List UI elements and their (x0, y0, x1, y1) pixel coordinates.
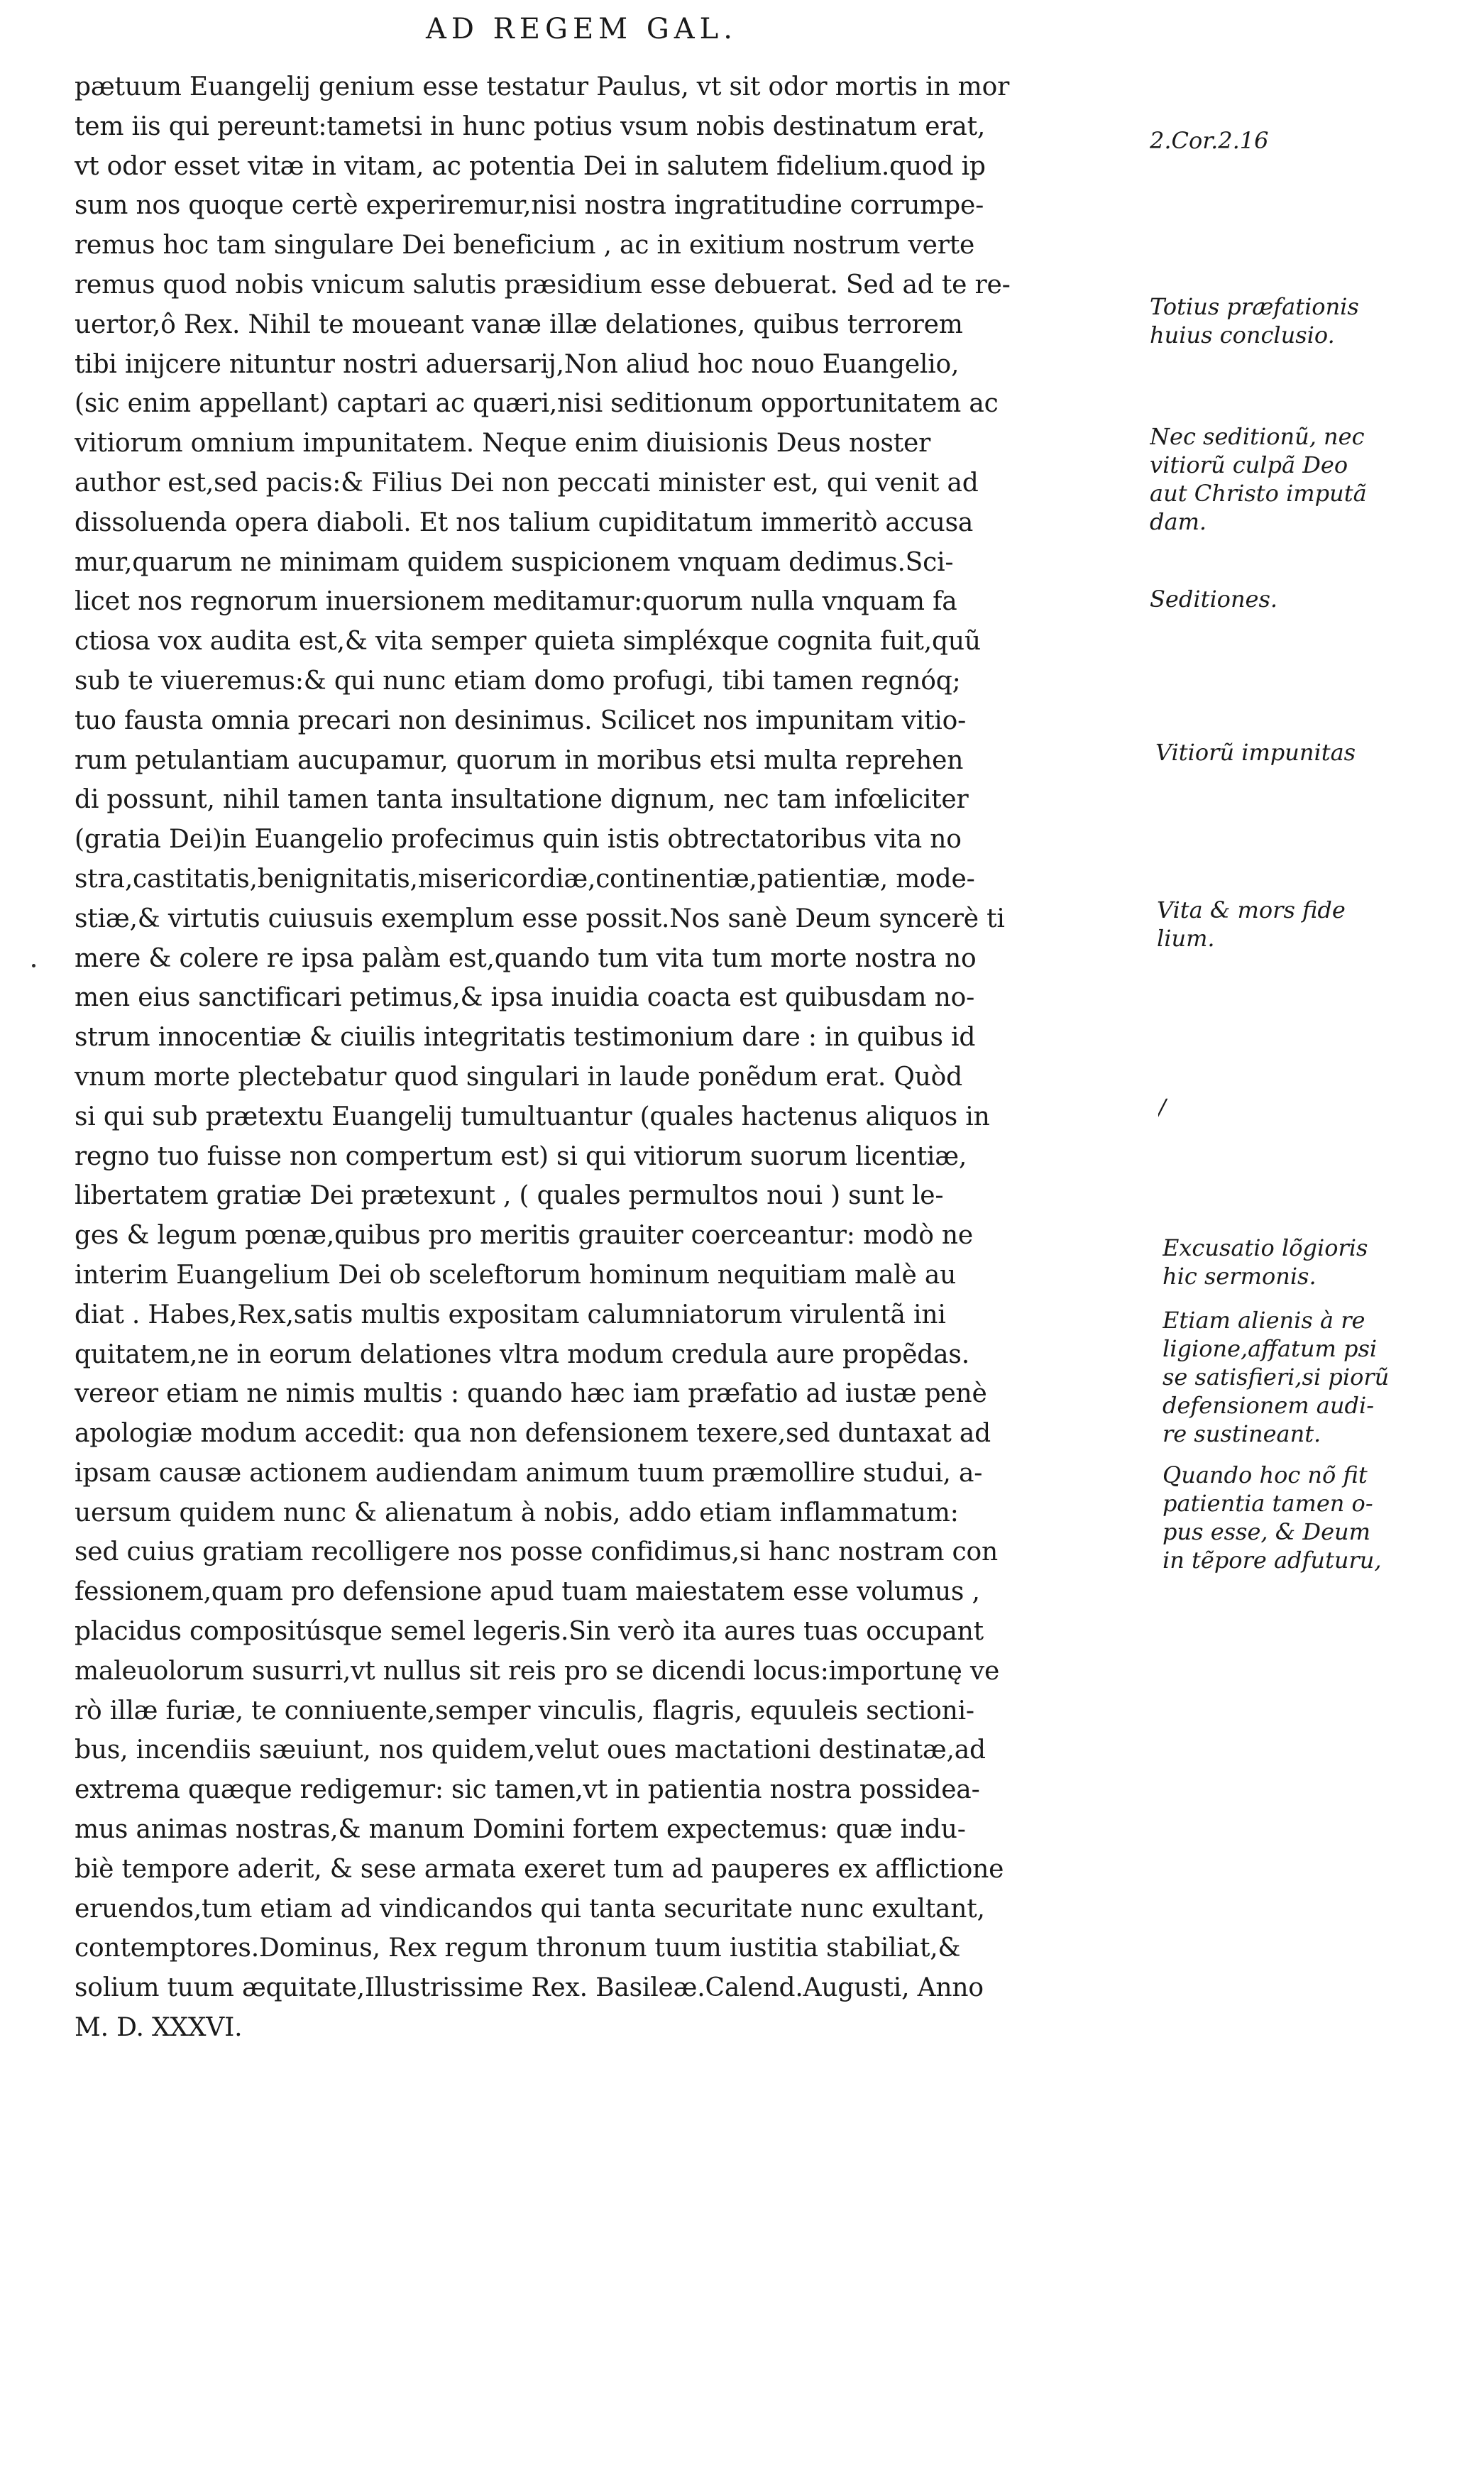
note-line: pus esse, & Deum (1163, 1518, 1370, 1545)
note-line: dam. (1150, 508, 1207, 535)
note-line: Vitiorũ impunitas (1155, 739, 1356, 766)
text-line: remus quod nobis vnicum salutis præsidium esse debuerat. Sed ad te re- (75, 270, 1011, 300)
ink-speck (32, 964, 35, 967)
note-line: vitiorũ culpã Deo (1150, 451, 1348, 478)
text-line: rum petulantiam aucupamur, quorum in moribus etsi multa reprehen (75, 745, 964, 775)
margin-note-seditions (1150, 585, 1476, 613)
text-line: stiæ,& virtutis cuiusuis exemplum esse possit.Nos sanè Deum syncerè ti (75, 904, 1005, 933)
text-line: (gratia Dei)in Euangelio profecimus quin istis obtrectatoribus vita no (75, 825, 962, 855)
text-line: ipsam causæ actionem audiendam animum tuum præmollire studui, a- (75, 1458, 983, 1488)
margin-note-impunity (1155, 738, 1482, 767)
text-line: mus animas nostras,& manum Domini fortem expectemus: quæ indu- (75, 1815, 966, 1845)
text-line: ges & legum pœnæ,quibus pro meritis grauiter coerceantur: modò ne (75, 1221, 974, 1251)
text-line: tibi inijcere nituntur nostri aduersarij,Non aliud hoc nouo Euangelio, (75, 349, 960, 379)
text-line: men eius sanctificari petimus,& ipsa inuidia coacta est quibusdam no- (75, 983, 975, 1013)
note-line: patientia tamen o- (1163, 1490, 1373, 1517)
note-line: Seditiones. (1150, 586, 1278, 613)
margin-note-excuse (1163, 1234, 1484, 1290)
text-line: uertor,ô Rex. Nihil te moueant vanæ illæ delationes, quibus terrorem (75, 309, 963, 339)
note-line: / (1158, 1094, 1166, 1121)
text-line: rò illæ furiæ, te conniuente,semper vinculis, flagris, equuleis sectioni- (75, 1696, 974, 1726)
text-line: extrema quæque redigemur: sic tamen,vt in patientia nostra possidea- (75, 1775, 980, 1805)
margin-note-sedition-vice (1150, 422, 1476, 536)
note-line: Totius præfationis (1150, 293, 1359, 320)
text-line: vt odor esset vitæ in vitam, ac potentia Dei in salutem fidelium.quod ip (75, 151, 986, 181)
text-line: maleuolorum susurri,vt nullus sit reis pro se dicendi locus:importunę ve (75, 1656, 1000, 1686)
note-line: aut Christo imputã (1150, 480, 1367, 507)
text-line: sum nos quoque certè experiremur,nisi nostra ingratitudine corrumpe- (75, 191, 984, 221)
text-line: vitiorum omnium impunitatem. Neque enim diuisionis Deus noster (75, 429, 931, 459)
text-line: biè tempore aderit, & sese armata exeret tum ad pauperes ex afflictione (75, 1854, 1004, 1884)
text-line: quitatem,ne in eorum delationes vltra modum credula aure propẽdas. (75, 1339, 969, 1369)
text-line: sed cuius gratiam recolligere nos posse confidimus,si hanc nostram con (75, 1537, 998, 1567)
text-line: strum innocentiæ & ciuilis integritatis testimonium dare : in quibus id (75, 1023, 976, 1053)
text-line: ctiosa vox audita est,& vita semper quieta simpléxque cognita fuit,quũ (75, 627, 981, 657)
margin-notes (1150, 0, 1483, 2490)
text-line: licet nos regnorum inuersionem meditamur:quorum nulla vnquam fa (75, 587, 957, 617)
note-line: 2.Cor.2.16 (1150, 127, 1269, 154)
text-line: interim Euangelium Dei ob sceleftorum hominum nequitiam malè au (75, 1260, 957, 1290)
note-line: hic sermonis. (1163, 1263, 1317, 1290)
text-line: vnum morte plectebatur quod singulari in laude ponẽdum erat. Quòd (75, 1062, 962, 1092)
margin-note-conclusion (1150, 292, 1476, 349)
text-line: eruendos,tum etiam ad vindicandos qui tanta securitate nunc exultant, (75, 1894, 985, 1924)
text-line: di possunt, nihil tamen tanta insultatione dignum, nec tam infœliciter (75, 785, 969, 815)
text-line: uersum quidem nunc & alienatum à nobis, addo etiam inflammatum: (75, 1498, 959, 1528)
text-line: dissoluenda opera diaboli. Et nos talium cupiditatum immeritò accusa (75, 508, 974, 537)
note-line: in tẽpore adfuturu, (1163, 1547, 1382, 1574)
text-line: remus hoc tam singulare Dei beneficium , ac in exitium nostrum verte (75, 231, 975, 260)
text-line: regno tuo fuisse non compertum est) si qui vitiorum suorum licentiæ, (75, 1141, 967, 1171)
margin-note-slash-mark (1158, 1093, 1484, 1121)
text-line: contemptores.Dominus, Rex regum thronum tuum iustitia stabiliat,& (75, 1934, 961, 1963)
text-line: si qui sub prætextu Euangelij tumultuantur (quales hactenus aliquos in (75, 1102, 990, 1131)
note-line: defensionem audi- (1163, 1392, 1375, 1419)
note-line: Etiam alienis à re (1163, 1307, 1365, 1334)
note-line: re sustineant. (1163, 1420, 1321, 1447)
text-line: tuo fausta omnia precari non desinimus. Scilicet nos impunitam vitio- (75, 706, 967, 735)
text-line: solium tuum æquitate,Illustrissime Rex. Basileæ.Calend.Augusti, Anno (75, 1973, 984, 2003)
text-line: tem iis qui pereunt:tametsi in hunc potius vsum nobis destinatum erat, (75, 111, 986, 141)
text-line: placidus compositúsque semel legeris.Sin verò ita aures tuas occupant (75, 1617, 984, 1647)
note-line: Excusatio lõgioris (1163, 1234, 1368, 1261)
note-line: Vita & mors fide (1157, 896, 1346, 923)
text-line: vereor etiam ne nimis multis : quando hæc iam præfatio ad iustæ penè (75, 1379, 987, 1409)
margin-note-scripture-reference (1150, 126, 1476, 155)
margin-note-aliens (1163, 1306, 1484, 1448)
margin-note-life-death (1157, 896, 1483, 953)
note-line: Nec seditionũ, nec (1150, 423, 1365, 450)
note-line: Quando hoc nõ fit (1163, 1461, 1368, 1488)
note-line: huius conclusio. (1150, 322, 1335, 349)
text-line: (sic enim appellant) captari ac quæri,nisi seditionum opportunitatem ac (75, 389, 999, 419)
text-line: fessionem,quam pro defensione apud tuam maiestatem esse volumus , (75, 1577, 980, 1607)
text-line: M. D. XXXVI. (75, 2013, 243, 2043)
running-head: AD REGEM GAL. (426, 13, 737, 45)
text-line: bus, incendiis sæuiunt, nos quidem,velut oues mactationi destinatæ,ad (75, 1735, 986, 1765)
text-line: diat . Habes,Rex,satis multis expositam calumniatorum virulentã ini (75, 1300, 946, 1329)
text-line: author est,sed pacis:& Filius Dei non peccati minister est, qui venit ad (75, 468, 979, 498)
note-line: lium. (1157, 925, 1215, 952)
note-line: se satisfieri,si piorũ (1163, 1364, 1390, 1391)
text-line: sub te viueremus:& qui nunc etiam domo profugi, tibi tamen regnóq; (75, 666, 961, 696)
text-line: mur,quarum ne minimam quidem suspicionem vnquam dedimus.Sci- (75, 547, 954, 577)
text-line: apologiæ modum accedit: qua non defensionem texere,sed duntaxat ad (75, 1419, 991, 1449)
text-line: stra,castitatis,benignitatis,misericordiæ,continentiæ,patientiæ, mode- (75, 864, 975, 894)
note-line: ligione,affatum psi (1163, 1335, 1378, 1362)
text-line: mere & colere re ipsa palàm est,quando tum vita tum morte nostra no (75, 943, 977, 973)
margin-note-patience (1163, 1461, 1484, 1574)
body-text (75, 67, 1164, 2048)
text-line: libertatem gratiæ Dei prætexunt , ( quales permultos noui ) sunt le- (75, 1181, 944, 1211)
text-line: pætuum Euangelij genium esse testatur Paulus, vt sit odor mortis in mor (75, 72, 1010, 102)
